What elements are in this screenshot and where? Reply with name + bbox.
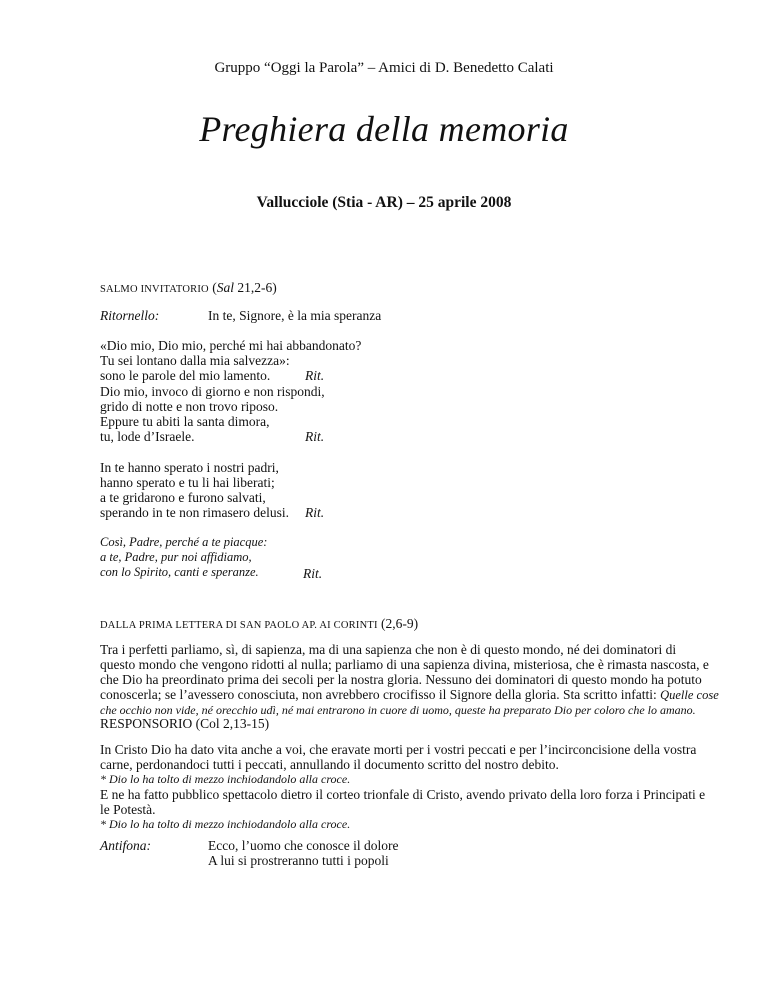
verse-line: a te gridarono e furono salvati, <box>100 490 266 505</box>
salmo-heading-label: SALMO INVITATORIO <box>100 284 209 295</box>
salmo-heading-ref: 21,2-6) <box>233 280 277 295</box>
document-title: Preghiera della memoria <box>199 109 569 149</box>
responsorio-line: carne, perdonandoci tutti i peccati, annullando il documento scritto del nostro debito. <box>100 757 559 772</box>
responsorio-line: le Potestà. <box>100 802 156 817</box>
verse-line: con lo Spirito, canti e speranze. <box>100 565 259 579</box>
lettura-quote: che occhio non vide, né orecchio udì, né mai entrarono in cuore di uomo, queste ha preparato Dio per coloro che lo amano. <box>100 703 696 717</box>
lettura-body <box>100 642 720 718</box>
stanza-4 <box>100 535 267 580</box>
salmo-heading-paren: ( <box>208 280 217 295</box>
verse-line: Dio mio, invoco di giorno e non rispondi, <box>100 384 325 399</box>
ritornello-text: In te, Signore, è la mia speranza <box>208 308 382 323</box>
verse-line: hanno sperato e tu li hai liberati; <box>100 475 275 490</box>
antifona-label: Antifona: <box>100 838 151 853</box>
salmo-heading <box>100 280 277 296</box>
verse-line: grido di notte e non trovo riposo. <box>100 399 279 414</box>
verse-line: «Dio mio, Dio mio, perché mi hai abbandonato? <box>100 338 362 353</box>
responsorio-heading-label: RESPONSORIO <box>100 716 193 731</box>
lettura-line: conoscerla; se l’avessero conosciuta, non avrebbero crocifisso il Signore della gloria. Sta scritto infatti: <box>100 687 661 702</box>
lettura-line: Tra i perfetti parliamo, sì, di sapienza, ma di una sapienza che non è di questo mondo, né dei dominatori di <box>100 642 677 657</box>
verse-line: Eppure tu abiti la santa dimora, <box>100 414 270 429</box>
responsorio-heading <box>100 716 269 732</box>
document-subtitle: Vallucciole (Stia - AR) – 25 aprile 2008 <box>256 194 512 211</box>
rit-marker: Rit. <box>303 566 323 581</box>
verse-line: sperando in te non rimasero delusi. <box>100 505 289 520</box>
verse-line: Tu sei lontano dalla mia salvezza»: <box>100 353 290 368</box>
stanza-2 <box>100 384 325 444</box>
rit-marker: Rit. <box>305 429 325 444</box>
responsorio-body <box>100 742 720 832</box>
responsorio-line: In Cristo Dio ha dato vita anche a voi, che eravate morti per i vostri peccati e per l’incirconcisione della vostra <box>100 742 697 757</box>
salmo-heading-ref-book: Sal <box>216 280 234 295</box>
antifona-line: Ecco, l’uomo che conosce il dolore <box>208 838 399 853</box>
lettura-line: che Dio ha preordinato prima dei secoli per la nostra gloria. Nessuno dei dominatori di questo mondo ha potuto <box>100 672 702 687</box>
responsorio-line: E ne ha fatto pubblico spettacolo dietro il corteo trionfale di Cristo, avendo privato della loro forza i Principati e <box>100 787 706 802</box>
responsorio-refrain: * Dio lo ha tolto di mezzo inchiodandolo alla croce. <box>100 817 351 831</box>
lettura-quote-start: Quelle cose <box>660 688 719 702</box>
rit-marker: Rit. <box>305 368 325 383</box>
lettura-heading-ref: (2,6-9) <box>377 616 419 631</box>
responsorio-heading-ref: (Col 2,13-15) <box>192 716 270 731</box>
responsorio-refrain: * Dio lo ha tolto di mezzo inchiodandolo alla croce. <box>100 772 351 786</box>
stanza-3 <box>100 460 289 520</box>
lettura-heading-label: DALLA PRIMA LETTERA DI SAN PAOLO AP. AI CORINTI <box>100 620 378 631</box>
verse-line: In te hanno sperato i nostri padri, <box>100 460 279 475</box>
verse-line: sono le parole del mio lamento. <box>100 368 271 383</box>
verse-line: a te, Padre, pur noi affidiamo, <box>100 550 252 564</box>
verse-line: tu, lode d’Israele. <box>100 429 195 444</box>
antifona-text <box>208 838 398 868</box>
rit-marker: Rit. <box>305 505 325 520</box>
group-header: Gruppo “Oggi la Parola” – Amici di D. Benedetto Calati <box>214 60 554 76</box>
lettura-line: questo mondo che vengono ridotti al nulla; parliamo di una sapienza divina, misteriosa, che è rimasta nascosta, e <box>100 657 709 672</box>
lettura-heading <box>100 616 418 632</box>
verse-line: Così, Padre, perché a te piacque: <box>100 535 268 549</box>
antifona-line: A lui si prostreranno tutti i popoli <box>208 853 389 868</box>
ritornello-label: Ritornello: <box>100 308 160 323</box>
